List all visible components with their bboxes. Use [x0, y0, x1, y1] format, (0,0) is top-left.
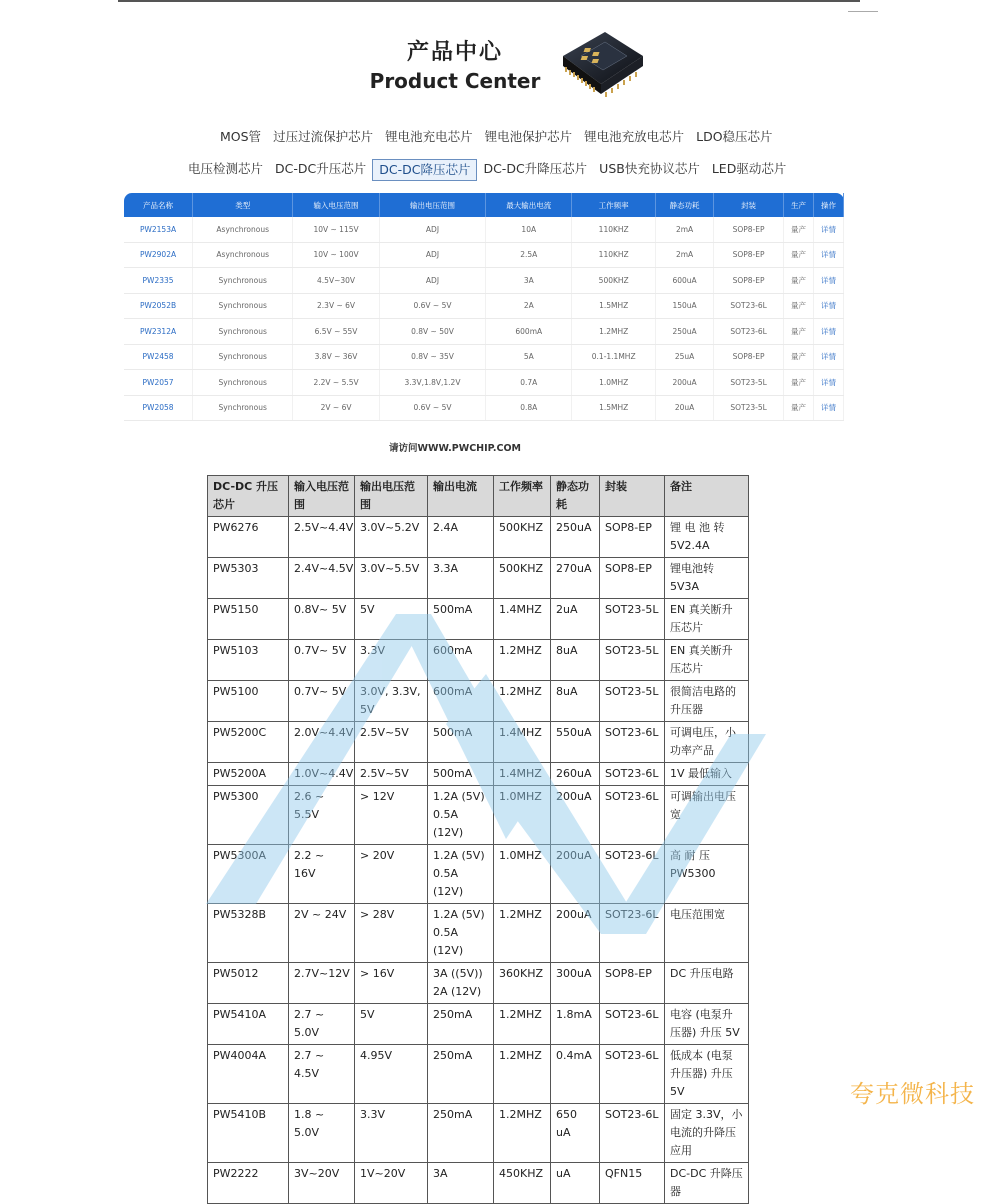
spec-cell: 2.2 ~ 16V: [289, 845, 355, 904]
spec-cell: PW2222: [208, 1163, 289, 1204]
spec-cell: 200uA: [551, 904, 600, 963]
tab-tabs-row2-3[interactable]: DC-DC升降压芯片: [483, 161, 588, 176]
details-link[interactable]: 详情: [814, 293, 844, 319]
brand-watermark: 夸克微科技: [850, 1080, 975, 1108]
spec-cell: 可调输出电压宽: [665, 786, 749, 845]
spec-col-header: 备注: [665, 476, 749, 517]
details-link[interactable]: 详情: [814, 242, 844, 268]
table-cell: 110KHZ: [572, 242, 656, 268]
table-cell: 0.8V ~ 35V: [379, 344, 486, 370]
spec-table-row: [208, 517, 749, 558]
spec-cell: 3V~20V: [289, 1163, 355, 1204]
spec-cell: 3.3V: [355, 1104, 428, 1163]
table-cell: 2mA: [656, 217, 714, 242]
product-table-row: [124, 319, 844, 345]
table-cell: 量产: [784, 268, 814, 294]
spec-table-row: [208, 963, 749, 1004]
table-cell: 10V ~ 115V: [293, 217, 379, 242]
table-cell: SOT23-6L: [714, 293, 784, 319]
table-cell: SOP8-EP: [714, 268, 784, 294]
table-cell: 量产: [784, 319, 814, 345]
spec-col-header: 工作频率: [494, 476, 551, 517]
table-cell: 600mA: [486, 319, 572, 345]
spec-table-row: [208, 599, 749, 640]
table-cell: 600uA: [656, 268, 714, 294]
product-col-header: 生产: [784, 193, 814, 217]
spec-cell: SOT23-6L: [600, 1004, 665, 1045]
spec-cell: 300uA: [551, 963, 600, 1004]
category-tabs-row-2: [182, 159, 792, 181]
spec-cell: 高 耐 压 PW5300: [665, 845, 749, 904]
table-cell: SOT23-6L: [714, 319, 784, 345]
table-cell: Synchronous: [193, 344, 293, 370]
table-cell: 10A: [486, 217, 572, 242]
spec-cell: 3A: [428, 1163, 494, 1204]
spec-cell: 0.7V~ 5V: [289, 640, 355, 681]
spec-cell: 2.5V~4.4V: [289, 517, 355, 558]
spec-cell: 3.0V, 3.3V, 5V: [355, 681, 428, 722]
spec-cell: DC 升压电路: [665, 963, 749, 1004]
product-table-header: [124, 193, 844, 217]
spec-cell: PW5200C: [208, 722, 289, 763]
spec-cell: SOT23-6L: [600, 845, 665, 904]
table-cell: Synchronous: [193, 319, 293, 345]
spec-table-row: [208, 763, 749, 786]
spec-table-row: [208, 845, 749, 904]
tab-tabs-row1-4[interactable]: 锂电池充放电芯片: [584, 129, 685, 144]
table-cell: 2.3V ~ 6V: [293, 293, 379, 319]
spec-cell: 450KHZ: [494, 1163, 551, 1204]
spec-cell: PW4004A: [208, 1045, 289, 1104]
tab-tabs-row1-1[interactable]: 过压过流保护芯片: [273, 129, 374, 144]
spec-cell: 1.2MHZ: [494, 1004, 551, 1045]
spec-cell: 锂电池转5V3A: [665, 558, 749, 599]
product-table-row: [124, 293, 844, 319]
tab-tabs-row1-5[interactable]: LDO稳压芯片: [696, 129, 773, 144]
product-table-row: [124, 217, 844, 242]
spec-cell: 3.3A: [428, 558, 494, 599]
table-cell: Synchronous: [193, 268, 293, 294]
table-cell: SOT23-5L: [714, 370, 784, 396]
spec-table-row: [208, 1004, 749, 1045]
table-cell: 2A: [486, 293, 572, 319]
table-cell: SOT23-5L: [714, 395, 784, 421]
table-cell: 0.6V ~ 5V: [379, 293, 486, 319]
chip-image: [553, 26, 645, 104]
spec-cell: 250mA: [428, 1004, 494, 1045]
spec-col-header: 静态功耗: [551, 476, 600, 517]
spec-col-header: DC-DC 升压芯片: [208, 476, 289, 517]
product-name-link[interactable]: PW2902A: [124, 242, 193, 268]
spec-cell: SOT23-5L: [600, 599, 665, 640]
details-link[interactable]: 详情: [814, 344, 844, 370]
spec-cell: 1.8mA: [551, 1004, 600, 1045]
spec-cell: PW5150: [208, 599, 289, 640]
spec-cell: 5V: [355, 1004, 428, 1045]
spec-cell: 200uA: [551, 786, 600, 845]
spec-cell: PW6276: [208, 517, 289, 558]
spec-table-row: [208, 558, 749, 599]
table-cell: 0.8A: [486, 395, 572, 421]
tab-tabs-row1-3[interactable]: 锂电池保护芯片: [484, 129, 573, 144]
spec-cell: 2uA: [551, 599, 600, 640]
spec-cell: 500mA: [428, 599, 494, 640]
table-cell: 25uA: [656, 344, 714, 370]
spec-cell: 250uA: [551, 517, 600, 558]
table-cell: 量产: [784, 370, 814, 396]
top-divider-short: [848, 11, 878, 12]
product-col-header: 产品名称: [124, 193, 193, 217]
product-name-link[interactable]: PW2058: [124, 395, 193, 421]
table-cell: 2V ~ 6V: [293, 395, 379, 421]
spec-cell: > 28V: [355, 904, 428, 963]
product-table-row: [124, 268, 844, 294]
spec-cell: 1.2MHZ: [494, 681, 551, 722]
product-table-row: [124, 370, 844, 396]
details-link[interactable]: 详情: [814, 217, 844, 242]
table-cell: ADJ: [379, 217, 486, 242]
spec-cell: 2.4V~4.5V: [289, 558, 355, 599]
spec-cell: PW5103: [208, 640, 289, 681]
table-cell: 0.7A: [486, 370, 572, 396]
spec-cell: > 12V: [355, 786, 428, 845]
spec-cell: 1V~20V: [355, 1163, 428, 1204]
table-cell: 1.5MHZ: [572, 395, 656, 421]
spec-col-header: 输入电压范围: [289, 476, 355, 517]
spec-cell: 1.2MHZ: [494, 1045, 551, 1104]
table-cell: 5A: [486, 344, 572, 370]
product-name-link[interactable]: PW2312A: [124, 319, 193, 345]
spec-cell: PW5100: [208, 681, 289, 722]
spec-cell: 2.0V~4.4V: [289, 722, 355, 763]
spec-cell: PW5328B: [208, 904, 289, 963]
spec-cell: 2.7 ~ 5.0V: [289, 1004, 355, 1045]
table-cell: SOP8-EP: [714, 217, 784, 242]
spec-cell: 260uA: [551, 763, 600, 786]
product-col-header: 类型: [193, 193, 293, 217]
spec-cell: 250mA: [428, 1045, 494, 1104]
spec-cell: SOT23-6L: [600, 1104, 665, 1163]
spec-cell: 可调电压，小功率产品: [665, 722, 749, 763]
visit-site-text: 请访问WWW.PWCHIP.COM: [389, 443, 521, 454]
spec-table-row: [208, 1045, 749, 1104]
spec-cell: 3.3V: [355, 640, 428, 681]
table-cell: 3.8V ~ 36V: [293, 344, 379, 370]
table-cell: ADJ: [379, 242, 486, 268]
spec-cell: PW5200A: [208, 763, 289, 786]
tab-tabs-row2-5[interactable]: LED驱动芯片: [711, 161, 787, 176]
spec-table-row: [208, 681, 749, 722]
spec-cell: 500KHZ: [494, 558, 551, 599]
spec-cell: 2V ~ 24V: [289, 904, 355, 963]
boost-spec-table: [207, 475, 749, 1204]
table-cell: 2mA: [656, 242, 714, 268]
spec-cell: 1.4MHZ: [494, 722, 551, 763]
table-cell: 1.0MHZ: [572, 370, 656, 396]
tab-tabs-row2-1[interactable]: DC-DC升压芯片: [275, 161, 367, 176]
product-col-header: 封装: [714, 193, 784, 217]
table-cell: 0.6V ~ 5V: [379, 395, 486, 421]
spec-cell: SOP8-EP: [600, 517, 665, 558]
table-cell: 量产: [784, 395, 814, 421]
product-col-header: 静态功耗: [656, 193, 714, 217]
table-cell: Asynchronous: [193, 242, 293, 268]
spec-cell: PW5410B: [208, 1104, 289, 1163]
spec-cell: > 20V: [355, 845, 428, 904]
table-cell: 250uA: [656, 319, 714, 345]
spec-cell: EN 真关断升压芯片: [665, 599, 749, 640]
spec-cell: 1.4MHZ: [494, 763, 551, 786]
product-table-row: [124, 395, 844, 421]
spec-cell: SOT23-6L: [600, 722, 665, 763]
table-cell: 量产: [784, 242, 814, 268]
product-col-header: 输出电压范围: [379, 193, 486, 217]
spec-cell: PW5300: [208, 786, 289, 845]
title-en: Product Center: [369, 69, 541, 93]
details-link[interactable]: 详情: [814, 268, 844, 294]
tab-tabs-row2-4[interactable]: USB快充协议芯片: [599, 161, 700, 176]
product-col-header: 输入电压范围: [293, 193, 379, 217]
spec-cell: 2.6 ~ 5.5V: [289, 786, 355, 845]
spec-cell: 8uA: [551, 640, 600, 681]
spec-cell: 500KHZ: [494, 517, 551, 558]
table-cell: 1.5MHZ: [572, 293, 656, 319]
table-cell: SOP8-EP: [714, 242, 784, 268]
table-cell: 2.2V ~ 5.5V: [293, 370, 379, 396]
spec-cell: 0.8V~ 5V: [289, 599, 355, 640]
product-col-header: 操作: [814, 193, 844, 217]
table-cell: 3A: [486, 268, 572, 294]
details-link[interactable]: 详情: [814, 319, 844, 345]
spec-cell: 2.4A: [428, 517, 494, 558]
spec-cell: 低成本 (电泵升压器) 升压 5V: [665, 1045, 749, 1104]
spec-cell: SOP8-EP: [600, 558, 665, 599]
product-table-row: [124, 344, 844, 370]
spec-cell: 电容 (电泵升压器) 升压 5V: [665, 1004, 749, 1045]
spec-cell: QFN15: [600, 1163, 665, 1204]
spec-cell: 2.5V~5V: [355, 722, 428, 763]
spec-table-row: [208, 1163, 749, 1204]
hero-title: [360, 40, 550, 94]
details-link[interactable]: 详情: [814, 395, 844, 421]
table-cell: Asynchronous: [193, 217, 293, 242]
product-name-link[interactable]: PW2052B: [124, 293, 193, 319]
tab-tabs-row2-0[interactable]: 电压检测芯片: [188, 161, 264, 176]
spec-cell: SOT23-6L: [600, 1045, 665, 1104]
spec-cell: SOP8-EP: [600, 963, 665, 1004]
spec-cell: 500mA: [428, 722, 494, 763]
spec-cell: SOT23-5L: [600, 681, 665, 722]
table-cell: Synchronous: [193, 370, 293, 396]
spec-cell: 500mA: [428, 763, 494, 786]
spec-cell: DC-DC 升降压器: [665, 1163, 749, 1204]
product-name-link[interactable]: PW2458: [124, 344, 193, 370]
spec-table-row: [208, 904, 749, 963]
spec-cell: 550uA: [551, 722, 600, 763]
spec-cell: 270uA: [551, 558, 600, 599]
spec-cell: 3.0V~5.5V: [355, 558, 428, 599]
spec-cell: 600mA: [428, 640, 494, 681]
title-cn: 产品中心: [406, 40, 503, 65]
spec-cell: 8uA: [551, 681, 600, 722]
spec-table-header: [208, 476, 749, 517]
table-cell: 1.2MHZ: [572, 319, 656, 345]
spec-cell: 3A ((5V)) 2A (12V): [428, 963, 494, 1004]
table-cell: 10V ~ 100V: [293, 242, 379, 268]
spec-cell: 很简洁电路的升压器: [665, 681, 749, 722]
spec-cell: 1.2A (5V) 0.5A (12V): [428, 904, 494, 963]
tab-tabs-row1-2[interactable]: 锂电池充电芯片: [385, 129, 473, 144]
spec-cell: 1.2MHZ: [494, 904, 551, 963]
spec-cell: 1.8 ~ 5.0V: [289, 1104, 355, 1163]
spec-cell: SOT23-6L: [600, 763, 665, 786]
table-cell: 6.5V ~ 55V: [293, 319, 379, 345]
table-cell: 2.5A: [486, 242, 572, 268]
spec-cell: 600mA: [428, 681, 494, 722]
table-cell: 3.3V,1.8V,1.2V: [379, 370, 486, 396]
table-cell: 200uA: [656, 370, 714, 396]
spec-cell: PW5410A: [208, 1004, 289, 1045]
spec-cell: 1.0MHZ: [494, 786, 551, 845]
details-link[interactable]: 详情: [814, 370, 844, 396]
spec-cell: SOT23-6L: [600, 786, 665, 845]
table-cell: 150uA: [656, 293, 714, 319]
spec-table-row: [208, 722, 749, 763]
spec-cell: > 16V: [355, 963, 428, 1004]
category-tabs-row-1: [214, 127, 774, 147]
spec-cell: 650 uA: [551, 1104, 600, 1163]
spec-cell: 4.95V: [355, 1045, 428, 1104]
table-cell: 500KHZ: [572, 268, 656, 294]
spec-cell: 1V 最低输入: [665, 763, 749, 786]
spec-table-wrapper: [207, 475, 748, 1204]
table-cell: 量产: [784, 344, 814, 370]
spec-cell: 锂 电 池 转 5V2.4A: [665, 517, 749, 558]
spec-cell: 2.7 ~ 4.5V: [289, 1045, 355, 1104]
spec-cell: uA: [551, 1163, 600, 1204]
spec-cell: 1.0MHZ: [494, 845, 551, 904]
spec-cell: 1.4MHZ: [494, 599, 551, 640]
tab-tabs-row2-2[interactable]: DC-DC降压芯片: [372, 159, 477, 181]
product-name-link[interactable]: PW2057: [124, 370, 193, 396]
product-col-header: 工作频率: [572, 193, 656, 217]
tab-tabs-row1-0[interactable]: MOS管: [220, 129, 262, 144]
table-cell: 0.8V ~ 50V: [379, 319, 486, 345]
table-cell: 量产: [784, 217, 814, 242]
table-cell: 4.5V~30V: [293, 268, 379, 294]
product-table-row: [124, 242, 844, 268]
spec-cell: 3.0V~5.2V: [355, 517, 428, 558]
table-cell: 20uA: [656, 395, 714, 421]
spec-table-row: [208, 786, 749, 845]
product-col-header: 最大输出电流: [486, 193, 572, 217]
table-cell: Synchronous: [193, 395, 293, 421]
spec-cell: PW5300A: [208, 845, 289, 904]
product-table: [124, 193, 844, 421]
spec-cell: 电压范围宽: [665, 904, 749, 963]
product-name-link[interactable]: PW2153A: [124, 217, 193, 242]
spec-cell: 1.2MHZ: [494, 640, 551, 681]
spec-cell: 1.2A (5V) 0.5A (12V): [428, 786, 494, 845]
spec-cell: 1.2MHZ: [494, 1104, 551, 1163]
spec-cell: 250mA: [428, 1104, 494, 1163]
spec-cell: 2.7V~12V: [289, 963, 355, 1004]
spec-cell: 固定 3.3V，小电流的升降压应用: [665, 1104, 749, 1163]
spec-cell: 0.7V~ 5V: [289, 681, 355, 722]
spec-cell: 5V: [355, 599, 428, 640]
table-cell: 0.1-1.1MHZ: [572, 344, 656, 370]
product-name-link[interactable]: PW2335: [124, 268, 193, 294]
spec-cell: PW5303: [208, 558, 289, 599]
spec-cell: EN 真关断升压芯片: [665, 640, 749, 681]
spec-col-header: 封装: [600, 476, 665, 517]
table-cell: Synchronous: [193, 293, 293, 319]
table-cell: 110KHZ: [572, 217, 656, 242]
spec-cell: 0.4mA: [551, 1045, 600, 1104]
spec-cell: SOT23-5L: [600, 640, 665, 681]
spec-col-header: 输出电压范围: [355, 476, 428, 517]
table-cell: SOP8-EP: [714, 344, 784, 370]
spec-cell: 2.5V~5V: [355, 763, 428, 786]
spec-cell: 1.0V~4.4V: [289, 763, 355, 786]
table-cell: 量产: [784, 293, 814, 319]
spec-cell: 200uA: [551, 845, 600, 904]
spec-cell: 1.2A (5V) 0.5A (12V): [428, 845, 494, 904]
top-divider: [118, 0, 860, 2]
spec-table-row: [208, 1104, 749, 1163]
spec-cell: 360KHZ: [494, 963, 551, 1004]
table-cell: ADJ: [379, 268, 486, 294]
spec-cell: PW5012: [208, 963, 289, 1004]
spec-cell: SOT23-6L: [600, 904, 665, 963]
spec-col-header: 输出电流: [428, 476, 494, 517]
spec-table-row: [208, 640, 749, 681]
